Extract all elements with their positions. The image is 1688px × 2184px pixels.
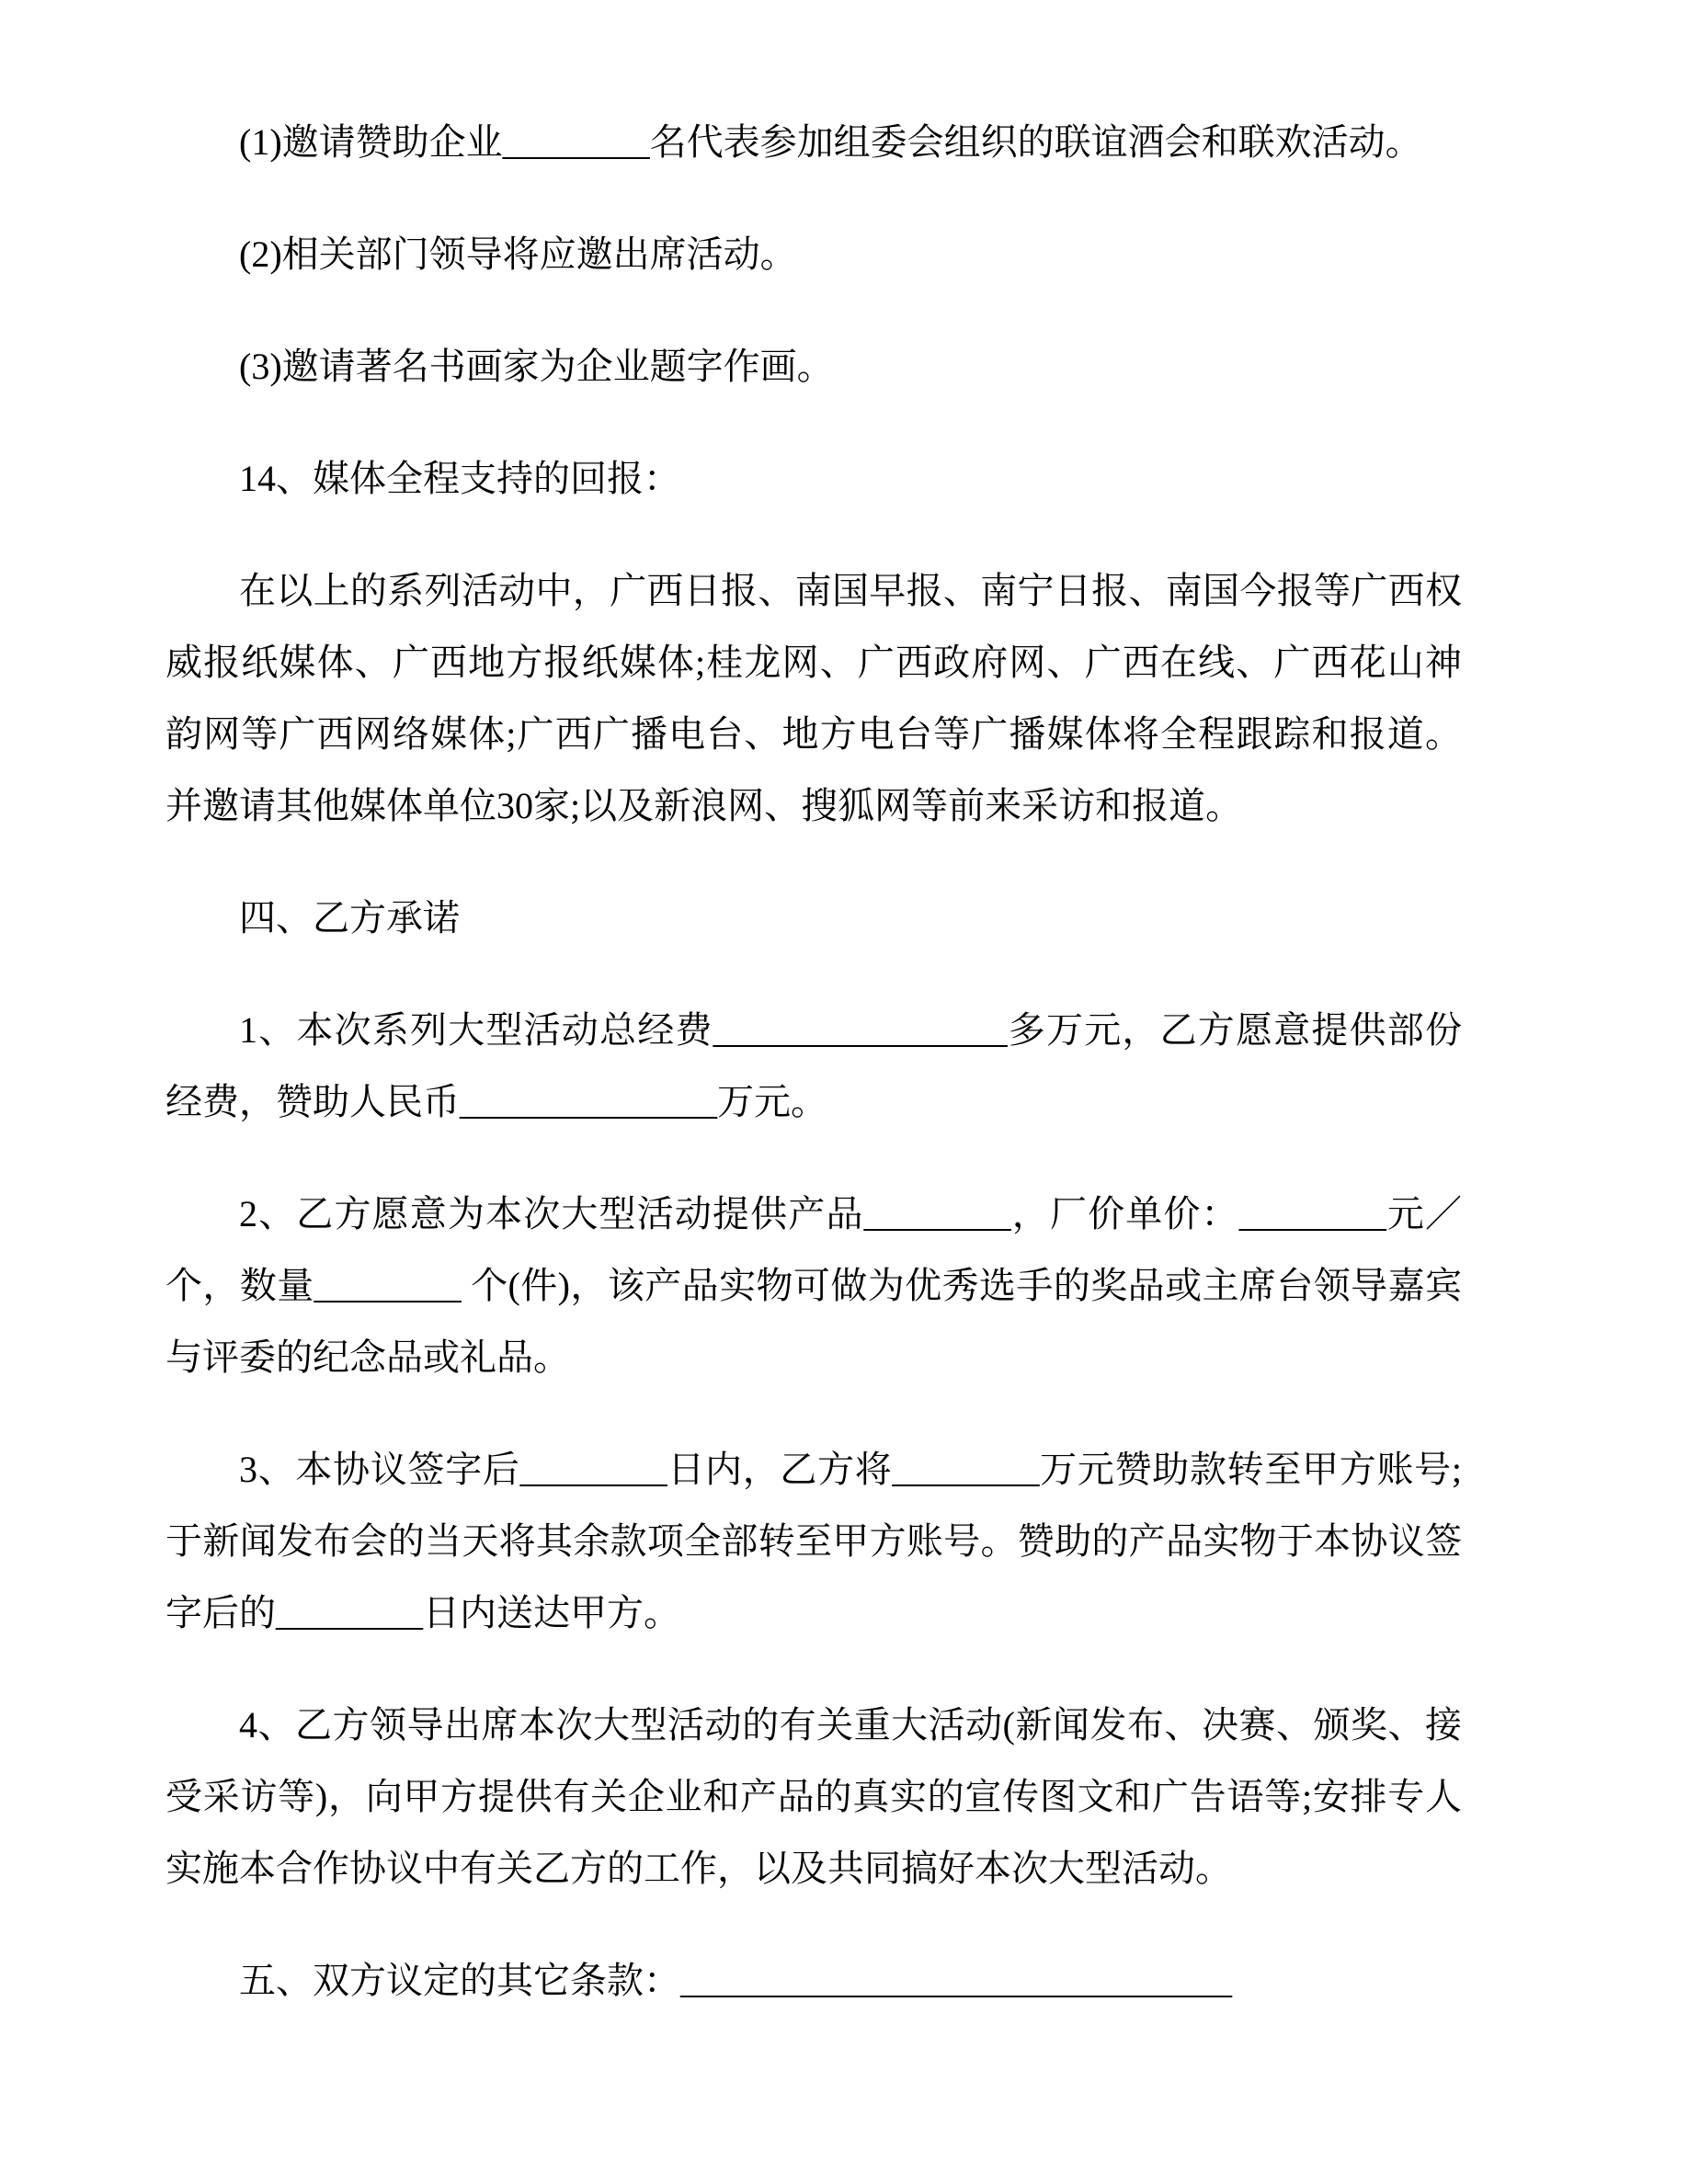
list-item-invite-representatives: (1)邀请赞助企业________名代表参加组委会组织的联谊酒会和联欢活动。 <box>239 121 1422 163</box>
paragraph-media-coverage: 在以上的系列活动中，广西日报、南国早报、南宁日报、南国今报等广西权威报纸媒体、广西地方报纸媒体;桂龙网、广西政府网、广西在线、广西花山神韵网等广西网络媒体;广西广播电台、地方电台等广播媒体将全程跟踪和报道。并邀请其他媒体单位30家;以及新浪网、搜狐网等前来采访和报道。 <box>165 570 1462 826</box>
heading-media-support-return: 14、媒体全程支持的回报： <box>239 458 680 499</box>
paragraph-commitment-2-products: 2、乙方愿意为本次大型活动提供产品________，厂价单价：________元／个，数量________ 个(件)，该产品实物可做为优秀选手的奖品或主席台领导嘉宾与评委的纪念品或礼品。 <box>165 1193 1462 1378</box>
paragraph-commitment-3-payment: 3、本协议签字后________日内，乙方将________万元赞助款转至甲方账号;于新闻发布会的当天将其余款项全部转至甲方账号。赞助的产品实物于本协议签字后的________日内送达甲方。 <box>165 1449 1462 1633</box>
paragraph-commitment-4-participation: 4、乙方领导出席本次大型活动的有关重大活动(新闻发布、决赛、颁奖、接受采访等)，向甲方提供有关企业和产品的真实的宣传图文和广告语等;安排专人实施本合作协议中有关乙方的工作，以及共同搞好本次大型活动。 <box>165 1704 1462 1889</box>
list-item-leaders-attend: (2)相关部门领导将应邀出席活动。 <box>239 233 797 275</box>
paragraph-commitment-1-funding: 1、本次系列大型活动总经费________________多万元，乙方愿意提供部份经费，赞助人民币______________万元。 <box>165 1009 1462 1122</box>
heading-other-terms: 五、双方议定的其它条款：______________________________ <box>239 1960 1232 2001</box>
heading-party-b-commitments: 四、乙方承诺 <box>239 897 460 938</box>
list-item-calligraphers: (3)邀请著名书画家为企业题字作画。 <box>239 346 834 387</box>
